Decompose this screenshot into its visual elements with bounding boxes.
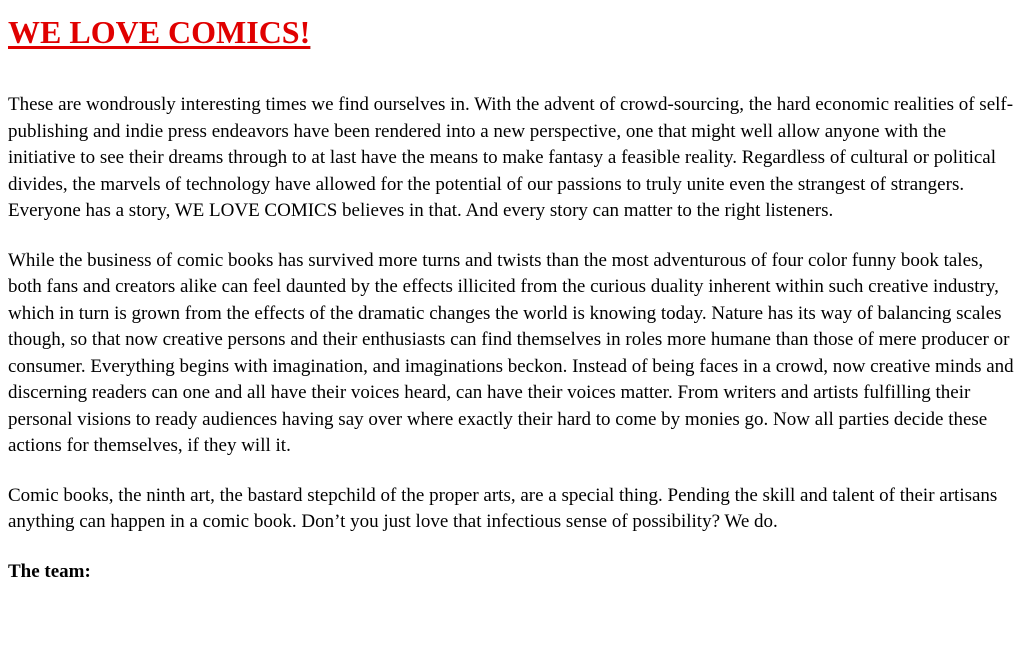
intro-paragraph: These are wondrously interesting times we find ourselves in. With the advent of crowd-sourcing, the hard economic realities of self-publishing and indie press endeavors have been rendered into a new perspective, one that might well allow anyone with the initiative to see their dreams through to at last have the means to make fantasy a feasible reality. Regardless of cultural or political divides, the marvels of technology have allowed for the potential of our passions to truly unite even the strangest of strangers. Everyone has a story, WE LOVE COMICS believes in that. And every story can matter to the right listeners. [8, 94, 1014, 221]
page-title [8, 14, 1016, 51]
business-paragraph: While the business of comic books has survived more turns and twists than the most adventurous of four color funny book tales, both fans and creators alike can feel daunted by the effects illicited from the curious duality inherent within such creative industry, which in turn is grown from the effects of the dramatic changes the world is knowing today. Nature has its way of balancing scales though, so that now creative persons and their enthusiasts can find themselves in roles more humane than those of mere producer or consumer. Everything begins with imagination, and imaginations beckon. Instead of being faces in a crowd, now creative minds and discerning readers can one and all have their voices heard, can have their voices matter. From writers and artists fulfilling their personal visions to ready audiences having say over where exactly their hard to come by monies go. Now all parties decide these actions for themselves, if they will it. [8, 249, 1014, 456]
page-title-link[interactable]: WE LOVE COMICS! [8, 14, 311, 50]
page-content [0, 14, 1024, 585]
ninth-art-paragraph: Comic books, the ninth art, the bastard stepchild of the proper arts, are a special thing. Pending the skill and talent of their artisans anything can happen in a comic book. Don’t you just love that infectious sense of possibility? We do. [8, 484, 998, 532]
team-heading: The team: [8, 560, 91, 582]
